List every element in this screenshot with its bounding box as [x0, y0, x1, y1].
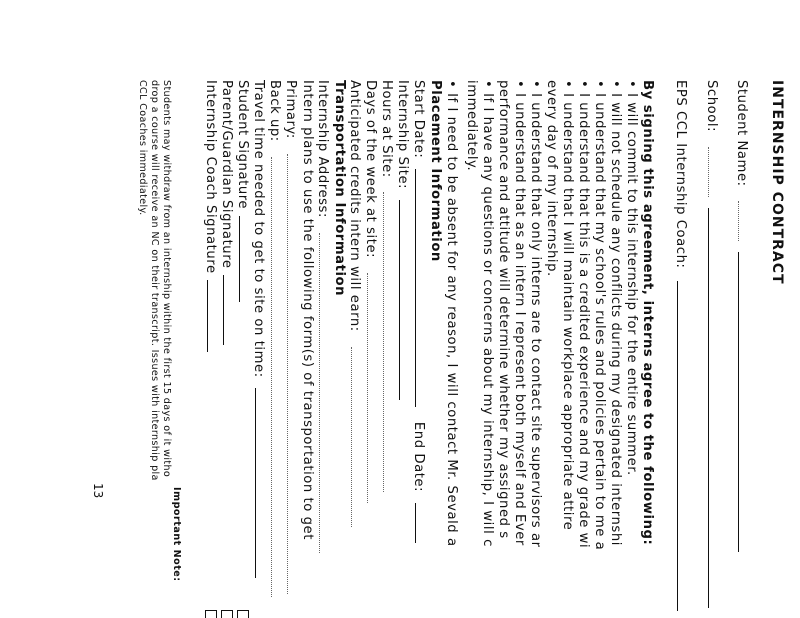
primary-field[interactable]	[287, 154, 299, 594]
address-label: Internship Address:	[315, 80, 330, 218]
page-number: 13	[91, 483, 105, 499]
agreement-heading: By signing this agreement, interns agree to the following:	[640, 80, 655, 546]
start-date-field[interactable]	[415, 169, 427, 407]
agreement-item: every day of my internship.	[544, 80, 559, 277]
days-label: Days of the week at site:	[363, 80, 378, 259]
important-note-line: CCL Coaches immediately.	[137, 80, 148, 216]
transportation-heading: Transportation Information	[332, 80, 347, 297]
backup-label: Back up:	[267, 80, 282, 142]
primary-line	[283, 80, 299, 594]
student-name-label: Student Name:	[734, 80, 749, 187]
end-date-label: End Date:	[411, 421, 426, 493]
important-note-heading: Important Note:	[171, 487, 182, 582]
coach-signature-field[interactable]	[207, 280, 219, 352]
student-name-line	[734, 80, 750, 552]
agreement-item: • I understand that as an intern I represent both myself and Ever	[512, 80, 527, 546]
parent-signature-field[interactable]	[223, 275, 235, 345]
address-line	[315, 80, 331, 553]
days-line	[363, 80, 379, 503]
primary-label: Primary:	[283, 80, 298, 139]
backup-field[interactable]	[271, 157, 283, 597]
travel-time-line	[251, 80, 267, 578]
agreement-item: immediately.	[464, 80, 479, 172]
credits-label: Anticipated credits intern will earn:	[347, 80, 362, 332]
agreement-item: • I will not schedule any conflicts during my designated internshi	[608, 80, 623, 546]
coach-signature-label: Internship Coach Signature	[203, 80, 218, 274]
travel-time-label: Travel time needed to get to site on time:	[251, 80, 266, 378]
parent-signature-line	[219, 80, 235, 345]
student-signature-label: Student Signature	[235, 80, 250, 210]
end-date-field[interactable]	[415, 503, 427, 543]
agreement-item: • If I have any questions or concerns about my internship, I will c	[480, 80, 495, 547]
address-field[interactable]	[319, 233, 331, 553]
student-signature-date-box[interactable]	[237, 610, 249, 618]
student-signature-field[interactable]	[239, 216, 251, 302]
coach-line	[673, 80, 689, 611]
credits-line	[347, 80, 363, 527]
student-name-field[interactable]	[738, 252, 750, 552]
start-date-line	[411, 80, 427, 543]
parent-signature-date-box[interactable]	[221, 610, 233, 618]
site-line	[395, 80, 411, 400]
hours-label: Hours at Site:	[379, 80, 394, 178]
contract-title: INTERNSHIP CONTRACT	[769, 80, 785, 285]
days-field[interactable]	[367, 273, 379, 503]
agreement-item: • If I need to be absent for any reason, I will contact Mr. Sevald a	[444, 80, 459, 547]
coach-label: EPS CCL Internship Coach:	[673, 80, 688, 269]
coach-signature-line	[203, 80, 219, 352]
site-field[interactable]	[399, 200, 411, 400]
start-date-label: Start Date:	[411, 80, 426, 159]
agreement-item: • I understand that this is a credited experience and my grade wi	[576, 80, 591, 549]
school-field[interactable]	[708, 208, 720, 608]
important-note-line: Students may withdraw from an internship within the first 15 days of it witho	[161, 80, 172, 478]
agreement-item: • I understand that I will maintain workplace appropriate attire	[560, 80, 575, 531]
school-label: School:	[704, 80, 719, 133]
agreement-item: • I understand that only interns are to contact site supervisors ar	[528, 80, 543, 548]
parent-signature-label: Parent/Guardian Signature	[219, 80, 234, 269]
agreement-item: performance and attitude will determine whether my assigned s	[496, 80, 511, 539]
agreement-item: • I will commit to this internship for the entire summer.	[624, 80, 639, 476]
transport-plan-line: Intern plans to use the following form(s) of transportation to get	[300, 80, 315, 540]
credits-field[interactable]	[351, 347, 363, 527]
hours-line	[379, 80, 395, 492]
coach-signature-date-box[interactable]	[205, 610, 217, 618]
hours-field[interactable]	[383, 192, 395, 492]
student-name-dots	[738, 201, 750, 241]
travel-time-field[interactable]	[255, 388, 267, 578]
coach-field[interactable]	[677, 281, 689, 611]
site-label: Internship Site:	[395, 80, 410, 190]
student-signature-line	[235, 80, 251, 302]
backup-line	[267, 80, 283, 597]
placement-heading: Placement Information	[428, 80, 443, 262]
school-dots	[708, 147, 720, 197]
agreement-item: • I understand that my school's rules and policies pertain to me a	[592, 80, 607, 551]
important-note-line: drop a course will receive an NC on their transcript. Issues with internship pla	[149, 80, 160, 481]
school-line	[704, 80, 720, 608]
